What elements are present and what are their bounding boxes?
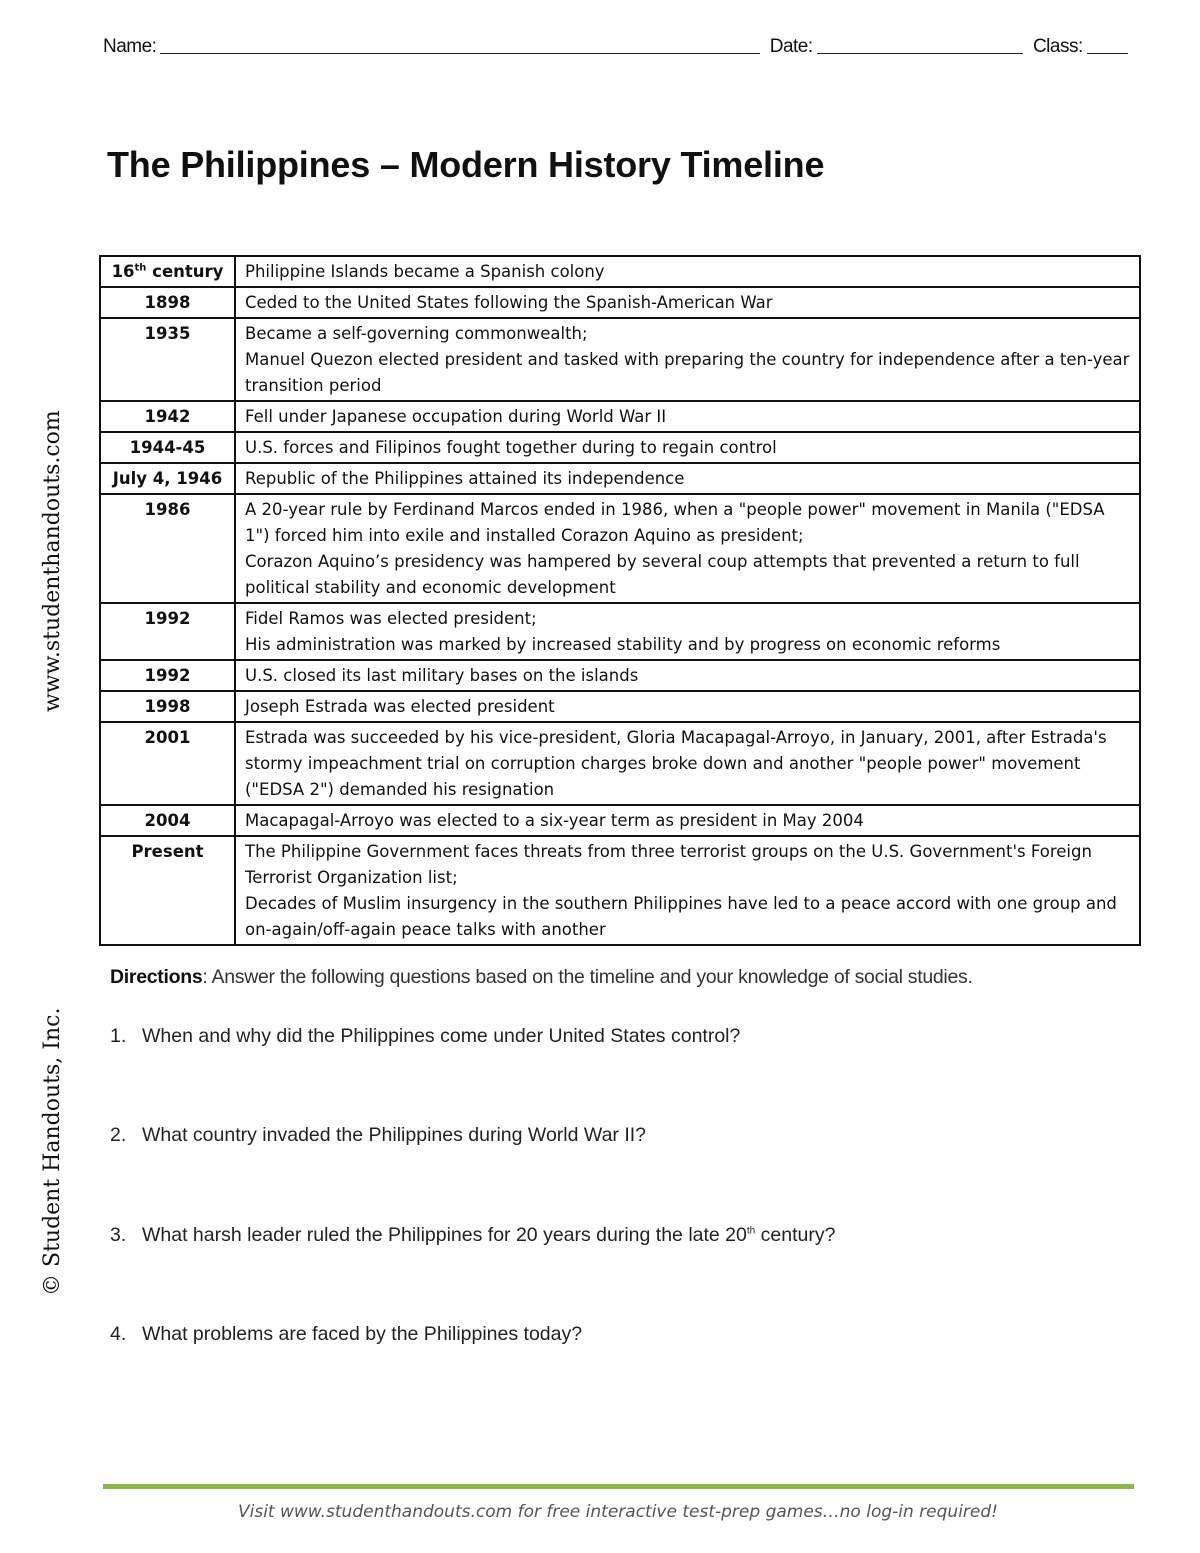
timeline-row [100, 836, 1140, 945]
timeline-date-text: 1986 [144, 500, 191, 519]
timeline-date-text: 2001 [144, 728, 191, 747]
timeline-row [100, 432, 1140, 463]
timeline-date [100, 691, 235, 722]
class-label: Class: [1032, 36, 1083, 57]
timeline-event [235, 318, 1140, 401]
timeline-event [235, 722, 1140, 805]
timeline-date-text: 1992 [144, 666, 191, 685]
timeline-date-text: 1942 [144, 407, 191, 426]
question-1 [110, 1025, 740, 1048]
timeline-event-text: Fidel Ramos was elected president; [245, 609, 537, 628]
question-number: 3. [110, 1224, 127, 1246]
timeline-row [100, 401, 1140, 432]
timeline-date-text: 16 [111, 262, 135, 281]
date-blank-line[interactable] [817, 52, 1023, 54]
timeline-event-text: Republic of the Philippines attained its independence [245, 469, 685, 488]
timeline-event-text: Ceded to the United States following the Spanish-American War [245, 293, 773, 312]
question-4 [110, 1323, 582, 1346]
timeline-event [235, 660, 1140, 691]
timeline-date [100, 494, 235, 603]
student-info-header [103, 30, 1128, 58]
timeline-date-text: 1944-45 [129, 438, 206, 457]
question-text: What country invaded the Philippines during World War II? [142, 1124, 647, 1146]
question-number: 4. [110, 1323, 127, 1345]
timeline-date [100, 287, 235, 318]
timeline-event [235, 432, 1140, 463]
side-url-text: www.studenthandouts.com [40, 410, 65, 712]
timeline-date-text: 1992 [144, 609, 191, 628]
timeline-date-text: Present [131, 842, 204, 861]
directions-text: : Answer the following questions based on the timeline and your knowledge of social studies. [202, 966, 973, 988]
timeline-event [235, 836, 1140, 945]
timeline-event-text: Manuel Quezon elected president and tasked with preparing the country for independence after a ten-year transition period [245, 350, 1130, 395]
timeline-date [100, 722, 235, 805]
page-title: The Philippines – Modern History Timeline [107, 144, 825, 185]
timeline-row [100, 287, 1140, 318]
question-number: 1. [110, 1025, 127, 1047]
question-text: What harsh leader ruled the Philippines for 20 years during the late 20 [142, 1224, 747, 1246]
question-number: 2. [110, 1124, 127, 1146]
timeline-event-text: Corazon Aquino’s presidency was hampered by several coup attempts that prevented a return to full political stability and economic development [245, 552, 1080, 597]
timeline-event-text: The Philippine Government faces threats from three terrorist groups on the U.S. Government's Foreign Terrorist Organization list; [245, 842, 1092, 887]
date-label: Date: [769, 36, 813, 57]
timeline-event [235, 256, 1140, 287]
timeline-row [100, 603, 1140, 660]
directions-label: Directions [110, 966, 203, 988]
timeline-date [100, 318, 235, 401]
question-2 [110, 1124, 646, 1147]
timeline-event-text: Philippine Islands became a Spanish colony [245, 262, 605, 281]
footer-divider [103, 1484, 1134, 1489]
timeline-row [100, 660, 1140, 691]
question-text: What problems are faced by the Philippines today? [142, 1323, 583, 1345]
timeline-event [235, 401, 1140, 432]
timeline-event [235, 463, 1140, 494]
timeline-date [100, 401, 235, 432]
question-text: When and why did the Philippines come under United States control? [142, 1025, 741, 1047]
timeline-event-text: Became a self-governing commonwealth; [245, 324, 588, 343]
question-text-end: century? [755, 1224, 836, 1246]
question-text-superscript: th [746, 1225, 756, 1237]
timeline-event [235, 603, 1140, 660]
timeline-event-text: U.S. closed its last military bases on the islands [245, 666, 639, 685]
timeline-event [235, 287, 1140, 318]
timeline-table [99, 255, 1141, 946]
timeline-date-text: 2004 [144, 811, 191, 830]
timeline-row [100, 494, 1140, 603]
timeline-event [235, 805, 1140, 836]
side-copyright-text: © Student Handouts, Inc. [40, 1007, 65, 1296]
directions [110, 966, 973, 989]
timeline-row [100, 722, 1140, 805]
timeline-row [100, 805, 1140, 836]
timeline-date-text: 1898 [144, 293, 191, 312]
timeline-row [100, 256, 1140, 287]
timeline-date-text: 1935 [144, 324, 191, 343]
timeline-row [100, 463, 1140, 494]
timeline-event-text: His administration was marked by increased stability and by progress on economic reforms [245, 635, 1001, 654]
name-blank-line[interactable] [160, 52, 759, 54]
timeline-event [235, 494, 1140, 603]
timeline-date [100, 463, 235, 494]
timeline-date-text: 1998 [144, 697, 191, 716]
timeline-event-text: Fell under Japanese occupation during World War II [245, 407, 667, 426]
question-3 [110, 1224, 835, 1247]
timeline-event-text: Joseph Estrada was elected president [245, 697, 555, 716]
timeline-date [100, 836, 235, 945]
class-blank-line[interactable] [1087, 52, 1128, 54]
timeline-body [100, 256, 1140, 945]
timeline-date-suffix: century [146, 262, 224, 281]
timeline-date [100, 603, 235, 660]
timeline-row [100, 691, 1140, 722]
footer-promo-text[interactable]: Visit www.studenthandouts.com for free interactive test-prep games…no log-in required! [238, 1502, 998, 1522]
timeline-date [100, 432, 235, 463]
name-label: Name: [103, 36, 157, 57]
timeline-event-text: U.S. forces and Filipinos fought together during to regain control [245, 438, 777, 457]
timeline-date [100, 256, 235, 287]
timeline-date-superscript: th [134, 262, 147, 274]
timeline-date-text: July 4, 1946 [112, 469, 223, 488]
timeline-event-text: Macapagal-Arroyo was elected to a six-year term as president in May 2004 [245, 811, 864, 830]
timeline-date [100, 805, 235, 836]
timeline-date [100, 660, 235, 691]
timeline-row [100, 318, 1140, 401]
timeline-event-text: Decades of Muslim insurgency in the southern Philippines have led to a peace accord with one group and on-again/off-again peace talks with another [245, 894, 1117, 939]
timeline-event [235, 691, 1140, 722]
timeline-event-text: Estrada was succeeded by his vice-president, Gloria Macapagal-Arroyo, in January, 2001, after Estrada's stormy impeachment trial on corruption charges broke down and another "people power" movement ("EDSA 2") demanded his resignation [245, 728, 1107, 799]
timeline-event-text: A 20-year rule by Ferdinand Marcos ended in 1986, when a "people power" movement in Manila ("EDSA 1") forced him into exile and installed Corazon Aquino as president; [245, 500, 1105, 545]
